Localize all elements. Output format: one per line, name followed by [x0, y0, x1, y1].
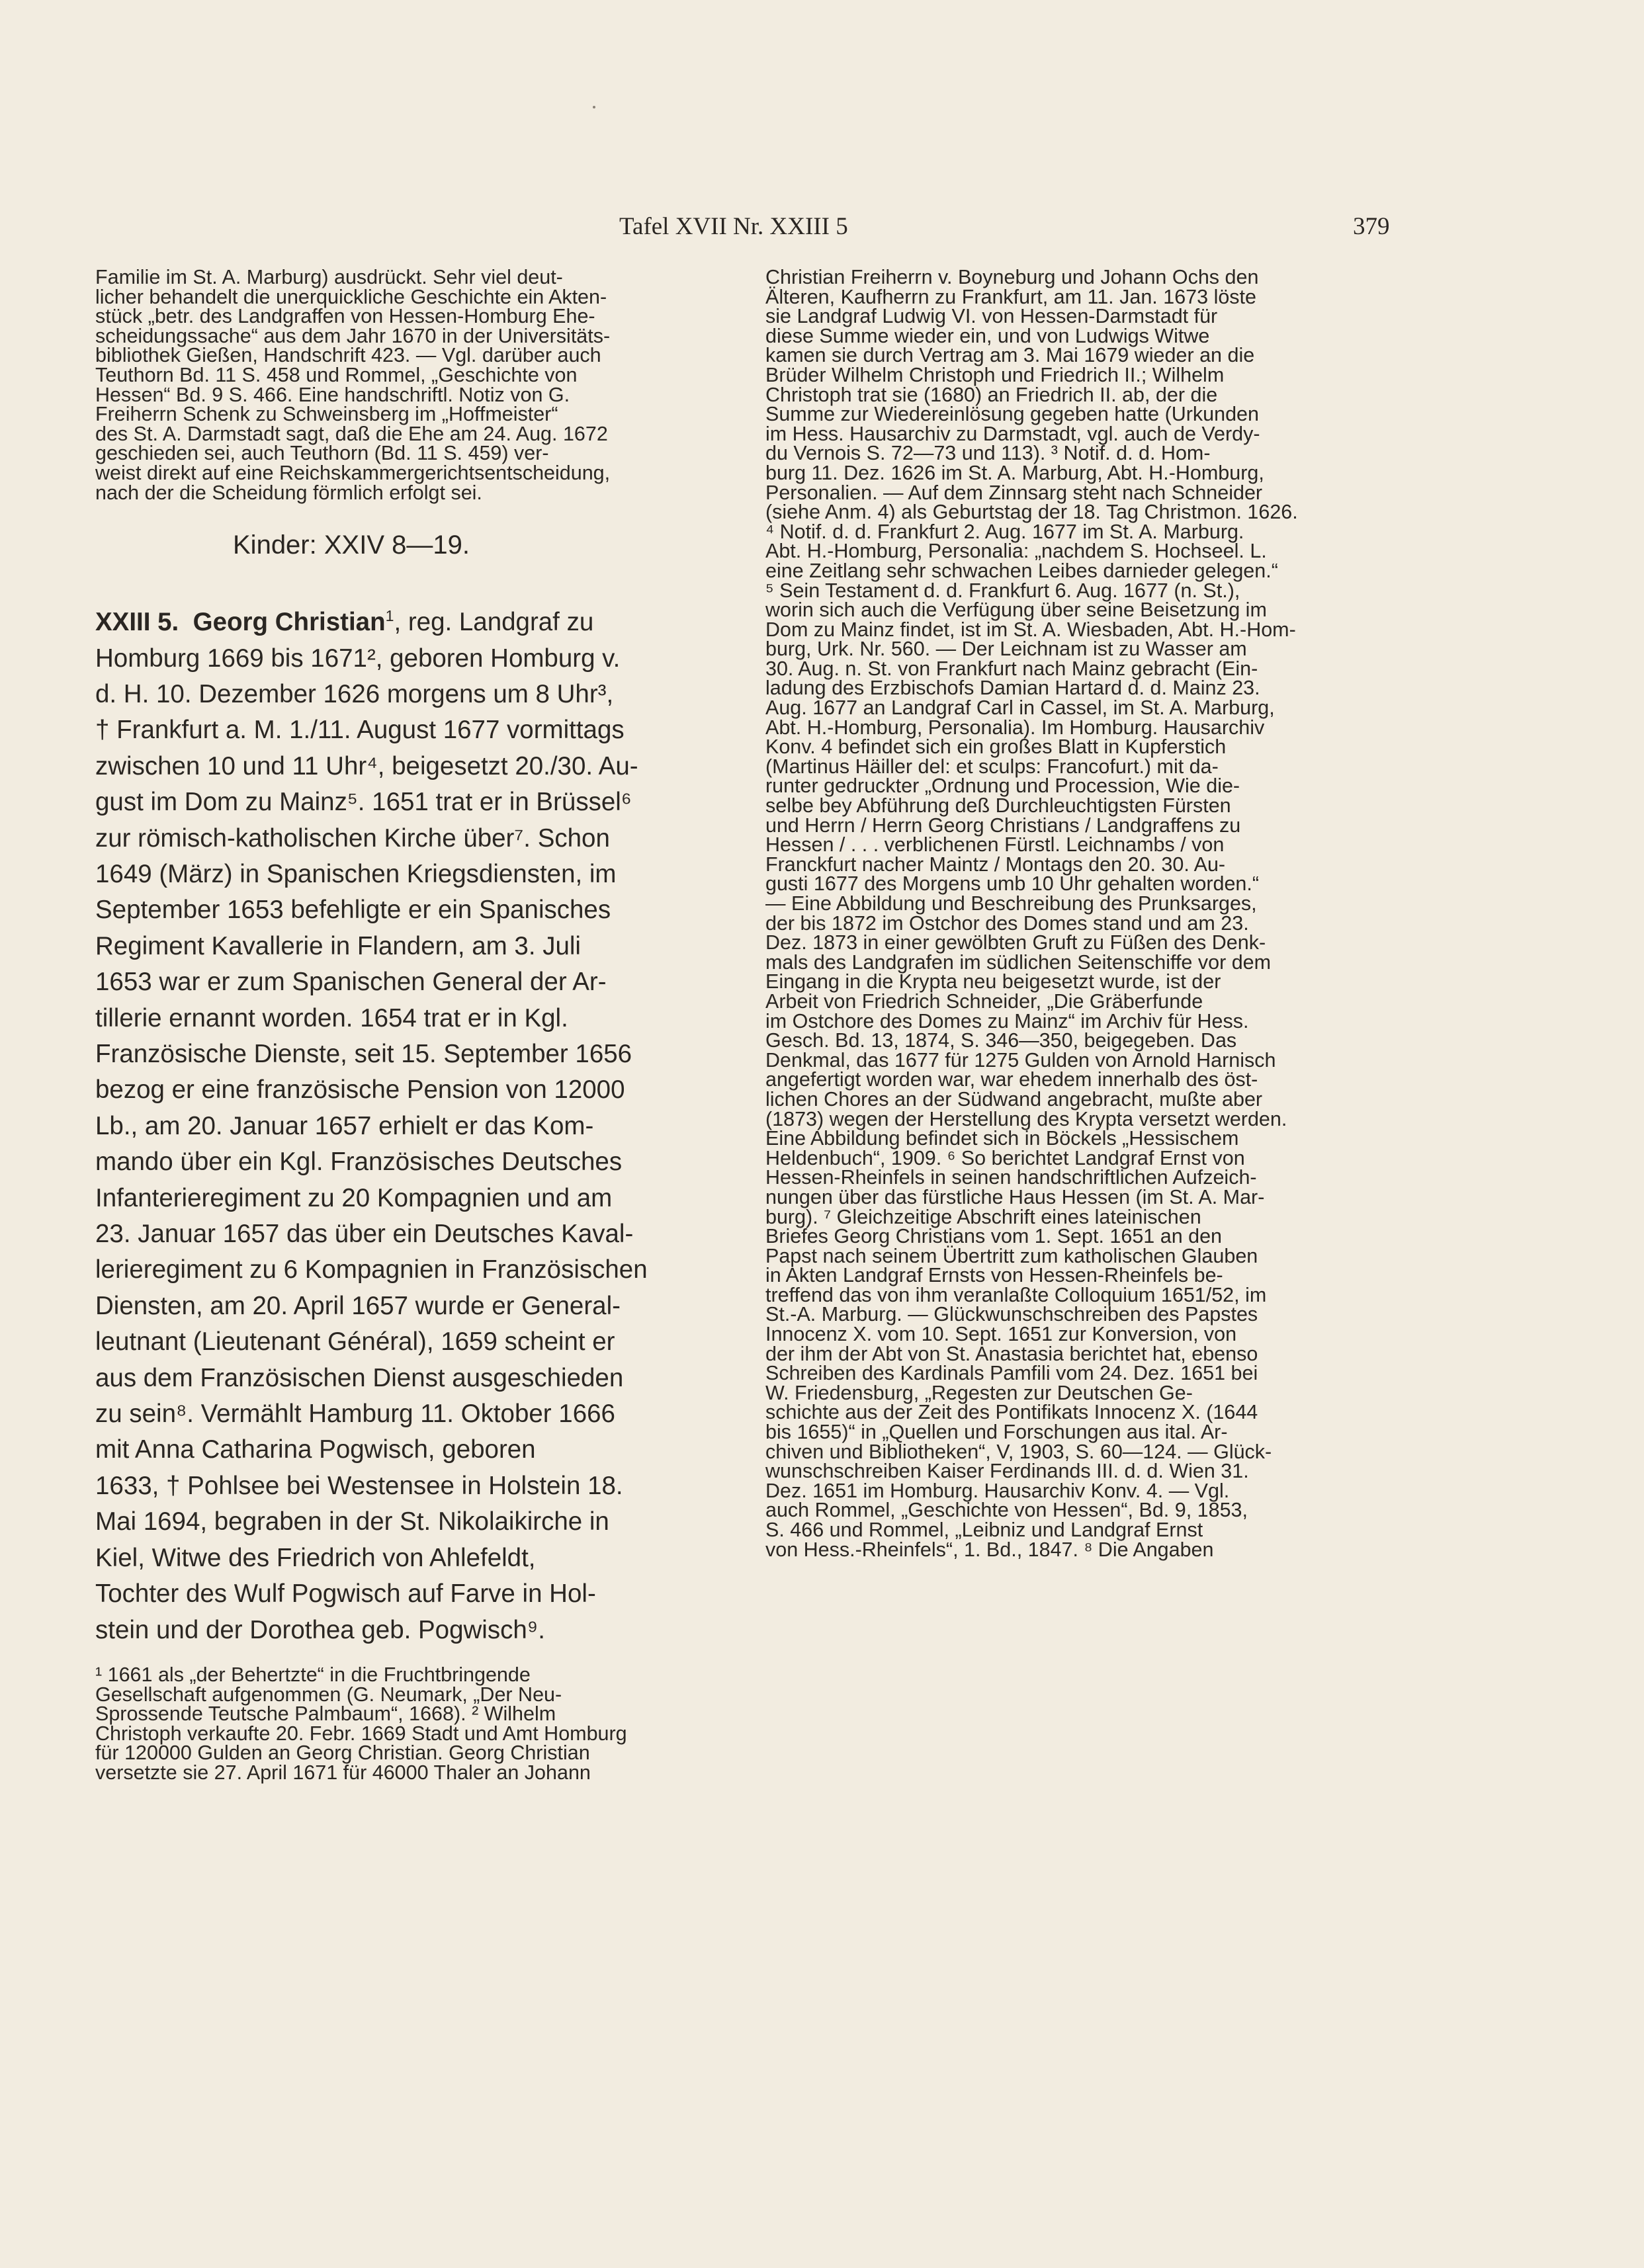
footnote-line: Innocenz X. vom 10. Sept. 1651 zur Konversion, von: [765, 1323, 1237, 1346]
footnote-line: für 120000 Gulden an Georg Christian. Georg Christian: [95, 1742, 590, 1765]
footnote-line: gusti 1677 des Morgens umb 10 Uhr gehalten worden.“: [765, 872, 1259, 896]
children-reference: Kinder: XXIV 8—19.: [233, 530, 470, 560]
entry-line: Tochter des Wulf Pogwisch auf Farve in Hol-: [95, 1579, 596, 1609]
footnote-line: (1873) wegen der Herstellung des Krypta versetzt werden.: [765, 1107, 1287, 1130]
entry-line: Infanterieregiment zu 20 Kompagnien und am: [95, 1183, 613, 1212]
entry-line: , reg. Landgraf zu: [394, 608, 594, 637]
entry-line: † Frankfurt a. M. 1./11. August 1677 vormittags: [95, 716, 625, 745]
left-column: [95, 268, 730, 1783]
entry-line: aus dem Französischen Dienst ausgeschieden: [95, 1363, 624, 1392]
entry-line: Diensten, am 20. April 1657 wurde er General-: [95, 1291, 621, 1320]
footnote-line: im Ostchore des Domes zu Mainz“ im Archiv für Hess.: [765, 1009, 1249, 1032]
footnote-line: burg). ⁷ Gleichzeitige Abschrift eines lateinischen: [765, 1205, 1201, 1228]
footnote-line: Briefes Georg Christians vom 1. Sept. 1651 an den: [765, 1225, 1223, 1248]
footnote-line: S. 466 und Rommel, „Leibniz und Landgraf Ernst: [765, 1519, 1203, 1541]
intro-line: stück „betr. des Landgraffen von Hessen-Homburg Ehe-: [95, 305, 595, 328]
intro-line: geschieden sei, auch Teuthorn (Bd. 11 S. 459) ver-: [95, 442, 549, 465]
entry-line: Mai 1694, begraben in der St. Nikolaikirche in: [95, 1507, 609, 1536]
footnote-line: St.-A. Marburg. — Glückwunschschreiben des Papstes: [765, 1303, 1258, 1326]
entry-line: 1633, † Pohlsee bei Westensee in Holstein 18.: [95, 1471, 623, 1500]
footnote-line: Aug. 1677 an Landgraf Carl in Cassel, im St. A. Marburg,: [765, 696, 1275, 720]
footnote-line: Eingang in die Krypta neu beigesetzt wurde, ist der: [765, 970, 1221, 993]
footnote-line: sie Landgraf Ludwig VI. von Hessen-Darmstadt für: [765, 305, 1218, 328]
intro-line: des St. A. Darmstadt sagt, daß die Ehe am 24. Aug. 1672: [95, 422, 608, 445]
entry-line: Französische Dienste, seit 15. September 1656: [95, 1040, 632, 1068]
footnote-line: worin sich auch die Verfügung über seine Beisetzung im: [765, 599, 1267, 622]
intro-line: Freiherrn Schenk zu Schweinsberg im „Hoffmeister“: [95, 403, 558, 426]
entry-line: zur römisch-katholischen Kirche über⁷. Schon: [95, 823, 610, 853]
footnote-line: Papst nach seinem Übertritt zum katholischen Glauben: [765, 1244, 1258, 1267]
footnote-line: (Martinus Häiller del: et sculps: Francofurt.) mit da-: [765, 755, 1219, 778]
entry-line: lerieregiment zu 6 Kompagnien in Französischen: [95, 1255, 648, 1284]
footnote-line: Dez. 1873 in einer gewölbten Gruft zu Füßen des Denk-: [765, 931, 1266, 954]
footnote-line: Sprossende Teutsche Palmbaum“, 1668). ² Wilhelm: [95, 1702, 556, 1726]
footnote-line: runter gedruckter „Ordnung und Procession, Wie die-: [765, 775, 1240, 798]
footnote-line: Summe zur Wiedereinlösung gegeben hatte (Urkunden: [765, 403, 1259, 426]
footnote-line: Eine Abbildung befindet sich in Böckels „Hessischem: [765, 1127, 1239, 1150]
entry-number: XXIII 5.: [95, 608, 179, 637]
footnote-line: (siehe Anm. 4) als Geburtstag der 18. Tag Christmon. 1626.: [765, 501, 1298, 524]
footnote-line: Brüder Wilhelm Christoph und Friedrich II.; Wilhelm: [765, 363, 1225, 386]
entry-line: leutnant (Lieutenant Général), 1659 scheint er: [95, 1327, 615, 1357]
footnote-line: ladung des Erzbischofs Damian Hartard d. d. Mainz 23.: [765, 677, 1260, 700]
footnote-line: Schreiben des Kardinals Pamfili vom 24. Dez. 1651 bei: [765, 1362, 1258, 1385]
footnote-line: angefertigt worden war, war ehedem innerhalb des öst-: [765, 1068, 1258, 1091]
footnote-line: Gesellschaft aufgenommen (G. Neumark, „Der Neu-: [95, 1683, 562, 1706]
footnote-line: auch Rommel, „Geschichte von Hessen“, Bd. 9, 1853,: [765, 1499, 1248, 1522]
header-title: Tafel XVII Nr. XXIII 5: [619, 213, 848, 240]
entry-line: zwischen 10 und 11 Uhr⁴, beigesetzt 20./30. Au-: [95, 751, 638, 780]
ink-speck: [593, 106, 595, 108]
footnote-line: Christoph verkaufte 20. Febr. 1669 Stadt und Amt Homburg: [95, 1722, 627, 1745]
entry-line: zu sein⁸. Vermählt Hamburg 11. Oktober 1666: [95, 1400, 615, 1429]
footnote-line: Dez. 1651 im Homburg. Hausarchiv Konv. 4. — Vgl.: [765, 1479, 1230, 1502]
footnote-line: Christian Freiherrn v. Boyneburg und Johann Ochs den: [765, 266, 1259, 288]
entry-name: Georg Christian: [193, 608, 386, 637]
footnote-line: wunschschreiben Kaiser Ferdinands III. d. d. Wien 31.: [765, 1460, 1249, 1483]
footnote-line: du Vernois S. 72—73 und 113). ³ Notif. d. d. Hom-: [765, 442, 1211, 465]
footnote-line: von Hess.-Rheinfels“, 1. Bd., 1847. ⁸ Die Angaben: [765, 1538, 1214, 1561]
entry-line: Lb., am 20. Januar 1657 erhielt er das Kom-: [95, 1111, 594, 1140]
footnote-line: diese Summe wieder ein, und von Ludwigs Witwe: [765, 324, 1210, 347]
footnote-line: im Hess. Hausarchiv zu Darmstadt, vgl. auch de Verdy-: [765, 422, 1260, 445]
footnote-line: lichen Chores an der Südwand angebracht, mußte aber: [765, 1087, 1263, 1111]
entry-line: gust im Dom zu Mainz⁵. 1651 trat er in Brüssel⁶: [95, 788, 632, 817]
footnote-line: W. Friedensburg, „Regesten zur Deutschen Ge-: [765, 1381, 1193, 1404]
footnote-line: Konv. 4 befindet sich ein großes Blatt in Kupferstich: [765, 735, 1227, 759]
footnote-line: Denkmal, das 1677 für 1275 Gulden von Arnold Harnisch: [765, 1048, 1276, 1071]
footnote-line: Arbeit von Friedrich Schneider, „Die Gräberfunde: [765, 989, 1203, 1013]
genealogy-entry: [95, 605, 730, 1648]
intro-line: Teuthorn Bd. 11 S. 458 und Rommel, „Geschichte von: [95, 363, 578, 386]
footnote-line: Dom zu Mainz findet, ist im St. A. Wiesbaden, Abt. H.-Hom-: [765, 618, 1296, 641]
intro-line: Hessen“ Bd. 9 S. 466. Eine handschriftl. Notiz von G.: [95, 383, 570, 406]
entry-line: Homburg 1669 bis 1671², geboren Homburg v.: [95, 644, 621, 673]
footnote-line: Hessen / . . . verblichenen Fürstl. Leichnambs / von: [765, 833, 1225, 857]
footnote-line: 30. Aug. n. St. von Frankfurt nach Mainz gebracht (Ein-: [765, 657, 1258, 680]
footnote-line: ⁴ Notif. d. d. Frankfurt 2. Aug. 1677 im St. A. Marburg.: [765, 520, 1244, 543]
intro-line: weist direkt auf eine Reichskammergerichtsentscheidung,: [95, 461, 611, 484]
entry-line: mando über ein Kgl. Französisches Deutsches: [95, 1148, 623, 1177]
footnote-line: nungen über das fürstliche Haus Hessen (im St. A. Mar-: [765, 1185, 1265, 1208]
footnote-line: schichte aus der Zeit des Pontifikats Innocenz X. (1644: [765, 1401, 1258, 1424]
footnote-line: — Eine Abbildung und Beschreibung des Prunksarges,: [765, 892, 1257, 915]
entry-line: 23. Januar 1657 das über ein Deutsches Kaval-: [95, 1220, 634, 1249]
footnote-line: treffend das von ihm veranlaßte Colloquium 1651/52, im: [765, 1283, 1267, 1306]
intro-line: Familie im St. A. Marburg) ausdrückt. Sehr viel deut-: [95, 266, 563, 288]
right-column-footnotes: [765, 268, 1407, 1560]
footnote-line: Personalien. — Auf dem Zinnsarg steht nach Schneider: [765, 481, 1263, 504]
entry-line: September 1653 befehligte er ein Spanisches: [95, 896, 611, 925]
footnote-line: Hessen-Rheinfels in seinen handschriftlichen Aufzeich-: [765, 1166, 1257, 1189]
page-number: 379: [1353, 213, 1390, 240]
footnote-line: eine Zeitlang sehr schwachen Leibes darnieder gelegen.“: [765, 559, 1278, 582]
footnote-marker: 1: [385, 607, 394, 625]
intro-line: scheidungssache“ aus dem Jahr 1670 in der Universitäts-: [95, 324, 611, 347]
entry-line: tillerie ernannt worden. 1654 trat er in Kgl.: [95, 1003, 568, 1032]
entry-line: 1649 (März) in Spanischen Kriegsdiensten, im: [95, 859, 617, 888]
footnote-line: Christoph trat sie (1680) an Friedrich II. ab, der die: [765, 383, 1218, 406]
footnote-line: Heldenbuch“, 1909. ⁶ So berichtet Landgraf Ernst von: [765, 1146, 1245, 1169]
entry-line: d. H. 10. Dezember 1626 morgens um 8 Uhr³,: [95, 679, 614, 708]
footnote-line: Älteren, Kaufherrn zu Frankfurt, am 11. Jan. 1673 löste: [765, 285, 1256, 308]
footnote-line: Abt. H.-Homburg, Personalia). Im Homburg. Hausarchiv: [765, 716, 1265, 739]
footnote-line: ⁵ Sein Testament d. d. Frankfurt 6. Aug. 1677 (n. St.),: [765, 579, 1240, 602]
footnote-line: burg 11. Dez. 1626 im St. A. Marburg, Abt. H.-Homburg,: [765, 461, 1264, 484]
footnote-line: chiven und Bibliotheken“, V, 1903, S. 60—124. — Glück-: [765, 1440, 1272, 1463]
intro-line: nach der die Scheidung förmlich erfolgt sei.: [95, 481, 482, 504]
footnote-line: kamen sie durch Vertrag am 3. Mai 1679 wieder an die: [765, 344, 1255, 367]
footnote-line: in Akten Landgraf Ernsts von Hessen-Rheinfels be-: [765, 1264, 1223, 1287]
entry-line: bezog er eine französische Pension von 12000: [95, 1075, 625, 1105]
footnotes: [95, 1665, 730, 1783]
intro-line: licher behandelt die unerquickliche Geschichte ein Akten-: [95, 285, 607, 308]
footnote-line: versetzte sie 27. April 1671 für 46000 Thaler an Johann: [95, 1761, 591, 1784]
footnote-line: mals des Landgrafen im südlichen Seitenschiffe vor dem: [765, 950, 1272, 974]
footnote-line: bis 1655)“ in „Quellen und Forschungen aus ital. Ar-: [765, 1421, 1228, 1444]
footnote-line: selbe bey Abführung deß Durchleuchtigsten Fürsten: [765, 794, 1231, 818]
footnote-line: Abt. H.-Homburg, Personalia: „nachdem S. Hochseel. L.: [765, 540, 1267, 563]
intro-paragraph: [95, 268, 730, 503]
footnote-line: Gesch. Bd. 13, 1874, S. 346—350, beigegeben. Das: [765, 1029, 1237, 1052]
running-header: [0, 210, 1644, 243]
footnote-line: ¹ 1661 als „der Behertzte“ in die Fruchtbringende: [95, 1663, 531, 1686]
footnote-line: der bis 1872 im Ostchor des Domes stand und am 23.: [765, 911, 1249, 935]
entry-line: stein und der Dorothea geb. Pogwisch⁹.: [95, 1615, 545, 1644]
footnote-line: burg, Urk. Nr. 560. — Der Leichnam ist zu Wasser am: [765, 638, 1247, 661]
footnote-line: der ihm der Abt von St. Anastasia berichtet hat, ebenso: [765, 1342, 1258, 1365]
entry-heading-line: [95, 605, 730, 640]
entry-line: mit Anna Catharina Pogwisch, geboren: [95, 1435, 536, 1464]
footnote-line: Franckfurt nacher Maintz / Montags den 20. 30. Au-: [765, 853, 1226, 876]
entry-line: Kiel, Witwe des Friedrich von Ahlefeldt,: [95, 1543, 536, 1572]
entry-line: 1653 war er zum Spanischen General der Ar-: [95, 968, 607, 997]
entry-line: Regiment Kavallerie in Flandern, am 3. Juli: [95, 931, 581, 960]
footnote-line: und Herrn / Herrn Georg Christians / Landgraffens zu: [765, 814, 1241, 837]
intro-line: bibliothek Gießen, Handschrift 423. — Vgl. darüber auch: [95, 344, 601, 367]
